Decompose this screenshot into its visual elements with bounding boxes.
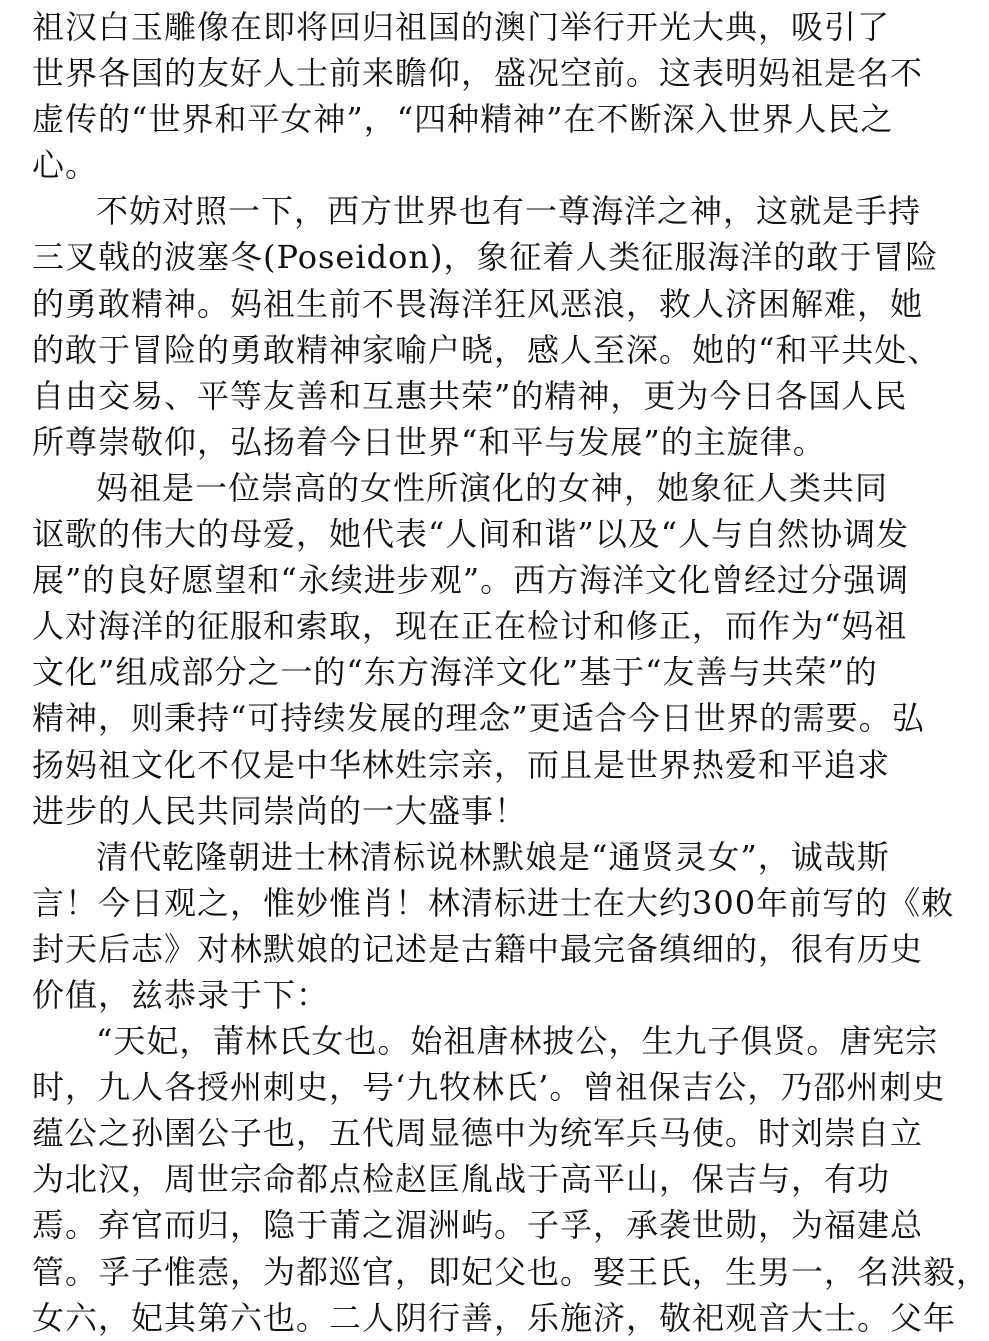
text-line: 不妨对照一下，西方世界也有一尊海洋之神，这就是手持	[96, 192, 922, 231]
text-line: 精神，则秉持“可持续发展的理念”更适合今日世界的需要。弘	[32, 699, 925, 738]
text-line: 自由交易、平等友善和互惠共荣”的精神，更为今日各国人民	[32, 376, 908, 415]
text-line: 的敢于冒险的勇敢精神家喻户晓，感人至深。她的“和平共处、	[32, 330, 941, 369]
text-line: 管。孚子惟悫，为都巡官，即妃父也。娶王氏，生男一，名洪毅，	[32, 1252, 989, 1291]
text-line: 的勇敢精神。妈祖生前不畏海洋狂风恶浪，救人济困解难，她	[32, 284, 924, 323]
text-line: 三叉戟的波塞冬(Poseidon)，象征着人类征服海洋的敢于冒险	[32, 238, 939, 277]
text-line: 世界各国的友好人士前来瞻仰，盛况空前。这表明妈祖是名不	[32, 54, 924, 93]
text-line: 文化”组成部分之一的“东方海洋文化”基于“友善与共荣”的	[32, 653, 878, 692]
text-line: 价值，兹恭录于下：	[32, 975, 330, 1014]
text-line: 进步的人民共同崇尚的一大盛事！	[32, 791, 528, 830]
text-line: 所尊崇敬仰，弘扬着今日世界“和平与发展”的主旋律。	[32, 422, 826, 461]
text-line: 蕴公之孙圉公子也，五代周显德中为统军兵马使。时刘崇自立	[32, 1114, 924, 1153]
body-text	[32, 4, 989, 1341]
text-line: 扬妈祖文化不仅是中华林姓宗亲，而且是世界热爱和平追求	[32, 745, 891, 784]
text-line: 讴歌的伟大的母爱，她代表“人间和谐”以及“人与自然协调发	[32, 515, 910, 554]
text-line: 为北汉，周世宗命都点检赵匡胤战于高平山，保吉与，有功	[32, 1160, 891, 1199]
text-line: 妈祖是一位崇高的女性所演化的女神，她象征人类共同	[96, 468, 889, 507]
text-line: 女六，妃其第六也。二人阴行善，乐施济，敬祀观音大士。父年	[32, 1298, 957, 1337]
text-line: 心。	[32, 146, 99, 185]
text-line: 言！今日观之，惟妙惟肖！林清标进士在大约300年前写的《敕	[32, 883, 955, 922]
text-line: 封天后志》对林默娘的记述是古籍中最完备缜细的，很有历史	[32, 929, 924, 968]
text-line: 焉。弃官而归，隐于莆之湄洲屿。子孚，承袭世勋，为福建总	[32, 1206, 924, 1245]
text-line: 清代乾隆朝进士林清标说林默娘是“通贤灵女”，诚哉斯	[96, 837, 890, 876]
text-line: 虚传的“世界和平女神”，“四种精神”在不断深入世界人民之	[32, 100, 894, 139]
text-line: 祖汉白玉雕像在即将回归祖国的澳门举行开光大典，吸引了	[32, 8, 891, 46]
text-line: 时，九人各授州刺史，号‘九牧林氏’。曾祖保吉公，乃邵州刺史	[32, 1068, 946, 1107]
text-line: 人对海洋的征服和索取，现在正在检讨和修正，而作为“妈祖	[32, 607, 908, 646]
text-line: 展”的良好愿望和“永续进步观”。西方海洋文化曾经过分强调	[32, 561, 910, 600]
text-line: “天妃，莆林氏女也。始祖唐林披公，生九子俱贤。唐宪宗	[96, 1022, 939, 1061]
